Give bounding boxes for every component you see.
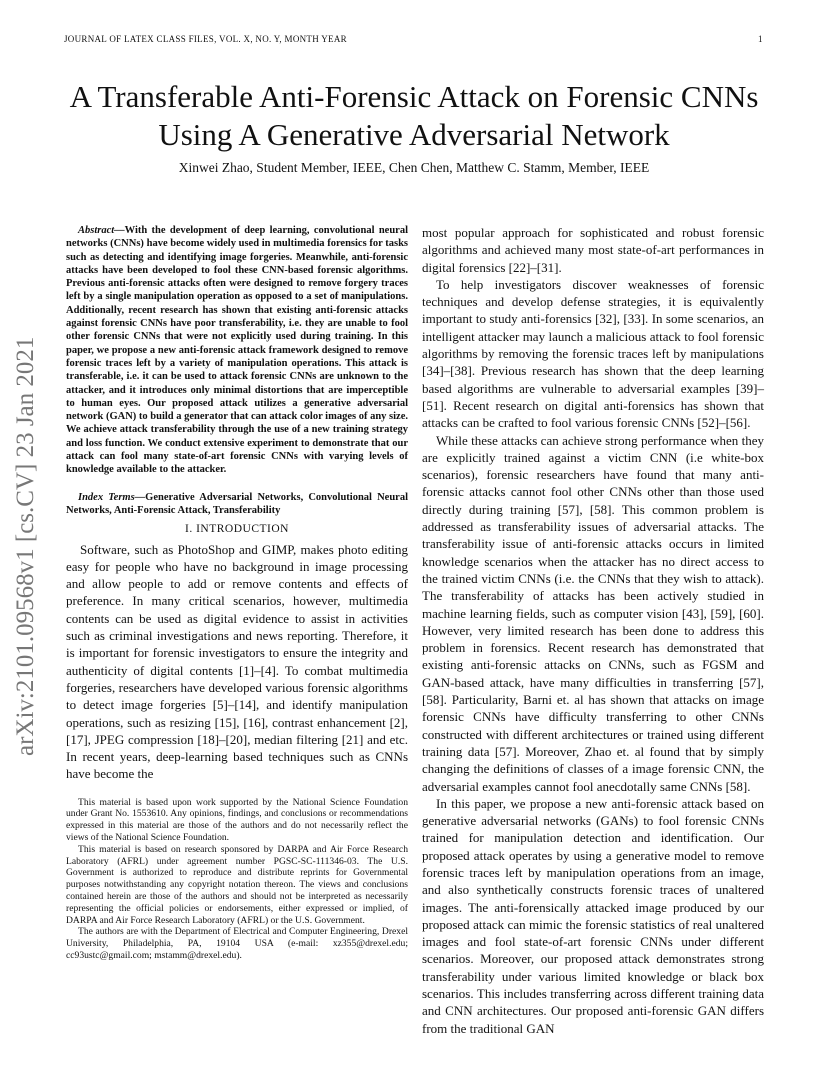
abstract [66, 224, 408, 477]
index-terms [66, 491, 408, 518]
footnote-affiliation: The authors are with the Department of Electrical and Computer Engineering, Drexel University, Philadelphia, PA, 19104 USA (e-mail: xz355@drexel.edu; cc93ustc@gmail.com; mstamm@drexel.edu). [66, 926, 408, 962]
index-terms-text: Generative Adversarial Networks, Convolutional Neural Networks, Anti-Forensic Attack, Transferability [66, 491, 408, 516]
paper-title: A Transferable Anti-Forensic Attack on Forensic CNNs Using A Generative Adversarial Network [69, 79, 759, 152]
running-head: JOURNAL OF LATEX CLASS FILES, VOL. X, NO. Y, MONTH YEAR [64, 34, 347, 44]
intro-paragraph: Software, such as PhotoShop and GIMP, makes photo editing easy for people who have no background in image processing and allow people to add or remove contents and effects of preference. In many critical scenarios, however, multimedia contents can be used as digital evidence to assist in activities such as criminal investigations and news reporting. Therefore, it is important for forensic investigators to ensure the integrity and authenticity of digital contents [1]–[4]. To combat multimedia forgeries, researchers have developed various forensic algorithms to detect image forgeries [5]–[14], and identify manipulation operations, such as resizing [15], [16], contrast enhancement [2], [17], JPEG compression [18]–[20], median filtering [21] and etc. In recent years, deep-learning based techniques such as CNNs have become the [66, 541, 408, 782]
abstract-text: With the development of deep learning, convolutional neural networks (CNNs) have become widely used in multimedia forensics for tasks such as detecting and identifying image forgeries. Meanwhile, anti-forensic attacks have been developed to fool these CNN-based forensic algorithms. Previous anti-forensic attacks often were designed to remove forgery traces left by a single manipulation operation as opposed to a set of manipulations. Additionally, recent research has shown that existing anti-forensic attacks against forensic CNNs have poor transferability, i.e. they are unable to fool other forensic CNNs that were not explicitly used during training. In this paper, we propose a new anti-forensic attack framework designed to remove forensic traces left by a variety of manipulation operations. This attack is transferable, i.e. it can be used to attack forensic CNNs are unknown to the attacker, and it introduces only minimal distortions that are imperceptible to human eyes. Our proposed attack utilizes a generative adversarial network (GAN) to build a generator that can attack color images of any size. We achieve attack transferability through the use of a new training strategy and loss function. We conduct extensive experiment to demonstrate that our attack can fool many state-of-art forensic CNNs with varying levels of knowledge available to the attacker. [66, 225, 408, 476]
page-number: 1 [758, 34, 763, 44]
author-list: Xinwei Zhao, Student Member, IEEE, Chen Chen, Matthew C. Stamm, Member, IEEE [178, 160, 650, 175]
footnote-darpa: This material is based on research sponsored by DARPA and Air Force Research Laboratory (AFRL) under agreement number PGSC-SC-111346-03. The U.S. Government is authorized to reproduce and distribute reprints for Governmental purposes notwithstanding any copyright notation thereon. The views and conclusions contained herein are those of the authors and should not be interpreted as necessarily representing the official policies or endorsements, either expressed or implied, of DARPA and Air Force Research Laboratory (AFRL) or the U.S. Government. [66, 843, 408, 926]
arxiv-identifier: arXiv:2101.09568v1 [cs.CV] 23 Jan 2021 [12, 336, 39, 756]
paragraph-transferability: While these attacks can achieve strong performance when they are explicitly trained against a victim CNN (i.e white-box scenarios), forensic researchers have found that many anti-forensic attacks cannot fool other CNNs other than those used directly during training [57], [58]. This common problem is addressed as transferability issues of adversarial attacks. The transferability issue of anti-forensic attacks occurs in limited knowledge scenarios when the attacker has no direct access to the trained victim CNNs (i.e. the CNNs that they wish to attack). The transferability of attacks has been actively studied in machine learning fields, such as computer vision [43], [59], [60]. However, very limited research has been done to address this problem in forensics. Recent research has demonstrated that existing anti-forensic attacks on CNNs, such as FGSM and GAN-based attack, have many difficulties in transferring [57], [58]. Particularity, Barni et. al has shown that attacks on image forensic CNNs have difficulty transferring to other CNNs constructed with different architectures or trained using different training data [57]. Moreover, Zhao et. al found that by simply changing the definitions of classes of a image forensic CNN, the adversarial examples cannot fool anecdotally same CNNs [58]. [422, 432, 764, 794]
right-column [422, 224, 764, 1037]
abstract-label: Abstract— [78, 225, 125, 236]
paragraph-continued: most popular approach for sophisticated and robust forensic algorithms and achieved many most state-of-art performances in digital forensics [22]–[31]. [422, 225, 764, 275]
footnote-nsf: This material is based upon work supported by the National Science Foundation under Grant No. 1553610. Any opinions, findings, and conclusions or recommendations expressed in this material are those of the authors and do not necessarily reflect the views of the National Science Foundation. [66, 796, 408, 844]
paragraph-proposal: In this paper, we propose a new anti-forensic attack based on generative adversarial networks (GANs) to fool forensic CNNs trained for manipulation detection and identification. Our proposed attack operates by using a generative model to remove forensic traces left by manipulation operations from an image, and also synthetically constructs forensic traces of unaltered images. The anti-forensically attacked image produced by our proposed attack can mimic the forensic statistics of real unaltered images and fool state-of-art forensic CNNs under different scenarios. Moreover, our proposed attack demonstrates strong transferability under various limited knowledge or black box scenarios. This includes transferring across different training data and CNN architectures. Our proposed anti-forensic GAN differs from the traditional GAN [422, 795, 764, 1036]
section-heading: I. INTRODUCTION [185, 523, 289, 536]
left-column [66, 224, 408, 962]
footnote-separator [66, 783, 408, 797]
paragraph-anti-forensics: To help investigators discover weaknesses of forensic techniques and develop defense strategies, it is equivalently important to study anti-forensics [32], [33]. In some scenarios, an intelligent attacker may launch a malicious attack to fool forensic algorithms by removing the forensic traces left by manipulations [34]–[38]. Previous research has shown that the deep learning based algorithms are vulnerable to adversarial examples [39]–[51]. Recent research on digital anti-forensics has shown that attacks can be crafted to fool various forensic CNNs [52]–[56]. [422, 276, 764, 431]
index-terms-label: Index Terms— [78, 491, 146, 503]
